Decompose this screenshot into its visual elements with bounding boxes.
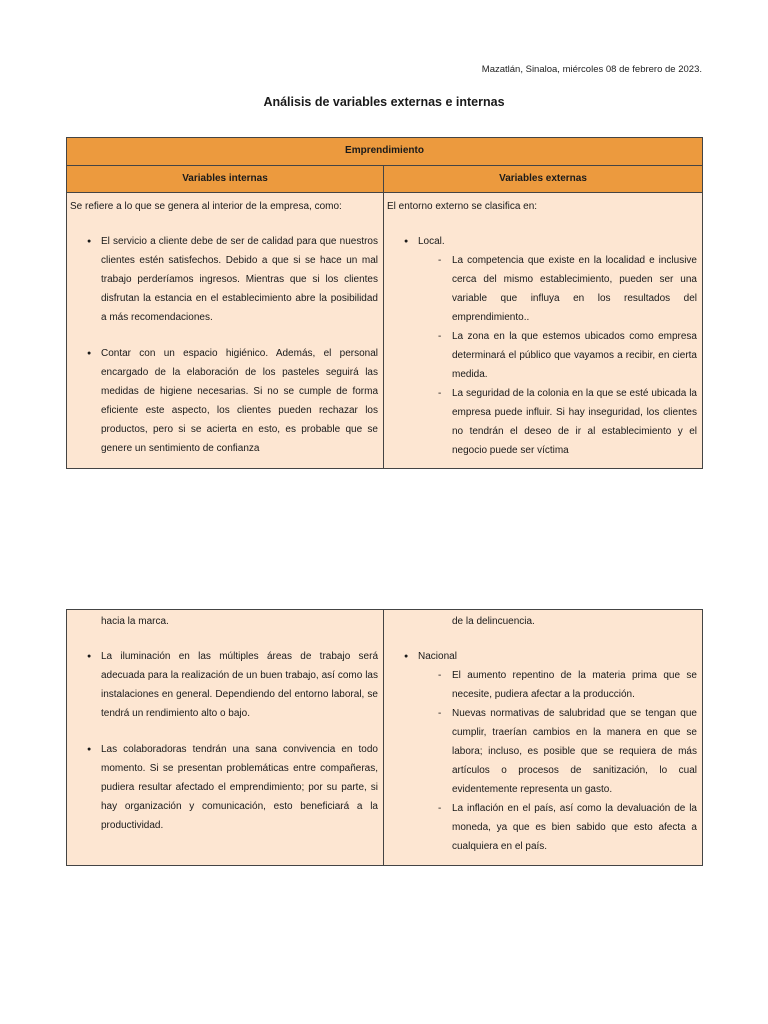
national-item: - El aumento repentino de la materia prima que se necesite, pudiera afectar a la producción. <box>384 666 702 704</box>
local-item: - La seguridad de la colonia en la que se esté ubicada la empresa puede influir. Si hay inseguridad, los clientes no tendrán el deseo de ir al establecimiento y el negocio puede ser víctima <box>384 384 702 460</box>
internal-item: ● La iluminación en las múltiples áreas de trabajo será adecuada para la realización de un buen trabajo, así como las instalaciones en general. Dependiendo del entorno laboral, se tendrá un rendimiento alto o bajo. <box>67 647 383 723</box>
variables-table-part-2 <box>66 609 703 866</box>
internal-item: ● Contar con un espacio higiénico. Además, el personal encargado de la elaboración de los pasteles seguirá las medidas de higiene necesarias. Si no se cumple de forma eficiente este aspecto, los clientes pueden rechazar los productos, pero si se acierta en esto, es probable que se genere un sentimiento de confianza <box>67 344 383 458</box>
external-continuation: de la delincuencia. <box>452 616 535 627</box>
local-label: Local. <box>418 236 445 247</box>
national-item: - La inflación en el país, así como la devaluación de la moneda, ya que es bien sabido que esto afecta a cualquiera en el país. <box>384 799 702 856</box>
internal-variables-cell-continued <box>67 610 384 866</box>
national-item: - Nuevas normativas de salubridad que se tengan que cumplir, traerían cambios en la manera en que se labora; incluso, es posible que se requiera de más artículos o procesos de sanitización, lo cual evidentemente representa un gasto. <box>384 704 702 799</box>
dateline: Mazatlán, Sinaloa, miércoles 08 de febrero de 2023. <box>481 64 702 75</box>
internal-item: ● El servicio a cliente debe de ser de calidad para que nuestros clientes estén satisfechos. Debido a que si se hace un mal trabajo perderíamos ingresos. Mientras que si los clientes disfrutan la estancia en el establecimiento abre la posibilidad a más recomendaciones. <box>67 232 383 327</box>
local-item: - La competencia que existe en la localidad e inclusive cerca del mismo establecimiento, pueden ser una variable que influya en los resultados del emprendimiento.. <box>384 251 702 327</box>
external-category-local <box>384 232 702 251</box>
local-item: - La zona en la que estemos ubicados como empresa determinará el público que vayamos a recibir, en cierta medida. <box>384 327 702 384</box>
external-category-national <box>384 647 702 666</box>
internal-intro: Se refiere a lo que se genera al interior de la empresa, como: <box>70 201 342 212</box>
table-main-header: Emprendimiento <box>67 138 703 166</box>
internal-item: ● Las colaboradoras tendrán una sana convivencia en todo momento. Si se presentan problemáticas entre compañeras, pudiera resultar afectado el emprendimiento; por su parte, si hay organización y comunicación, esto beneficiará a la productividad. <box>67 740 383 835</box>
national-label: Nacional <box>418 651 457 662</box>
document-title: Análisis de variables externas e internas <box>263 95 505 109</box>
column-header-internal: Variables internas <box>67 166 384 193</box>
variables-table-part-1 <box>66 137 703 469</box>
external-intro: El entorno externo se clasifica en: <box>387 201 538 212</box>
external-variables-cell <box>384 193 703 469</box>
internal-continuation: hacia la marca. <box>101 616 169 627</box>
internal-variables-cell <box>67 193 384 469</box>
column-header-external: Variables externas <box>384 166 703 193</box>
external-variables-cell-continued <box>384 610 703 866</box>
